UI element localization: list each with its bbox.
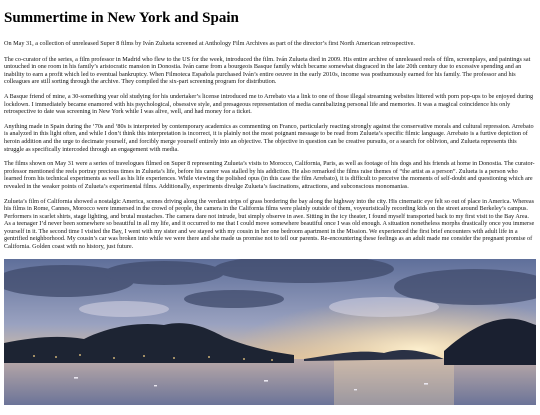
bay-sunset-photo	[4, 259, 536, 405]
paragraph-2: The co-curator of the series, a film professor in Madrid who flew to the US for the week, introduced the film. Iván Zulueta died in 2009. His entire archive of unreleased reels of film, screenplays, and paintings sat untouched in one room in his family’s aristocratic mansion in Donostia. Iván came from a bourgeois Basque family which became somewhat disgraced in the late 20th century due to excessive spending and an inability to earn a profit which led to eventual bankruptcy. When Filmoteca Española purchased Iván’s entire oeuvre in the early 2010s, income was posthumously earned for his family. The professor and his colleagues are still sorting through the archive. They compiled the six-part screening program for distribution.	[4, 55, 531, 86]
page-title: Summertime in New York and Spain	[4, 10, 239, 26]
article	[0, 10, 540, 251]
bay-water	[4, 359, 536, 405]
paragraph-3: A Basque friend of mine, a 30-something year old studying for his undertaker’s license introduced me to Arrebato via a link to one of those illegal streaming websites littered with porn pop-ups to be enjoyed during lockdown. I immediately became enamored with his psychological, obsessive style, and presageous representation of media cannibalizing personal life and memories. It was a magical coincidence his only retrospective to date was screening in New York while I was alive, well, and had money for a ticket.	[4, 92, 534, 116]
paragraph-6: Zulueta’s film of California showed a nostalgic America, scenes driving along the verdant strips of grass bordering the bay along the highway into the city. His cinematic eye felt so out of place in America. Whereas his films in Rome, Cannes, Morocco were immersed in the crowd of people, the camera in the California films were plainly outside of them, voyeuristically recording kids on the street around Berkeley’s campus. Performers in scarlet shirts, stage lighting, and brutal mustaches. The camera dare not intrude, but simply observe in awe. Sitting in the icy theater, I found myself transported back to my first visit to the Bay Area. As a teenager I’d never been somewhere so beautiful in all my life, and it occurred to me that I could move somewhere beautiful once I was old enough. A situation nonetheless morphs drastically once you immerse yourself in it. The second time I visited the Bay, I went with my sister and we stayed with my cousin in her one bedroom apartment in the Mission. We experienced the first brief encounters with adult life in a gentrified neighborhood. My cousin’s car was broken into while we were there and she made us promise not to tell our parents. Re-encountering these feelings as an adult made me consider the pregnant promise of California. Golden coast with no history, just future.	[4, 197, 535, 251]
paragraph-1: On May 31, a collection of unreleased Super 8 films by Iván Zulueta screened at Anthology Film Archives as part of the director’s first North American retrospective.	[4, 40, 415, 47]
bay-sunset-image	[4, 259, 536, 405]
paragraph-5: The films shown on May 31 were a series of travelogues filmed on Super 8 representing Zulueta’s visits to Morocco, California, Paris, as well as footage of his dogs and his friends at home in Donostia. The curator-professor mentioned the reels portray precious times in Zulueta’s life, before his career was stalled by his addiction. He also remarked the films raise themes of “the artist as a person”. Zulueta is a person who learned from his technical experiments as well as his life experiences. While viewing the polished opus (in this case the film Arrebato), it is difficult to perceive the moments of self-doubt and questioning which are revealed in the weaker points of Zulueta’s experimental films. Additionally, experiments divulge Zulueta’s fascinations, attractions, and subconscious monomanias.	[4, 160, 535, 190]
paragraph-4: Anything made in Spain during the ‘70s and ‘80s is interpreted by contemporary academics as commenting on Franco, particularly reacting strongly against the conservative morals and cultural repression. Arrebato is analyzed in this light often, and while I don’t think this interpretation is incorrect, it is plainly not the most poignant message to be read from Zulueta’s specific filmic language. Arrebato is a furtive depiction of heroin addition and the urge to decimate yourself, and forcibly merge yourself entirely into an objective. The objective in question can be creative pursuits, or a search for oblivion, and Zulueta represents this struggle as specifically intercoded through an engagement with media.	[4, 122, 534, 153]
